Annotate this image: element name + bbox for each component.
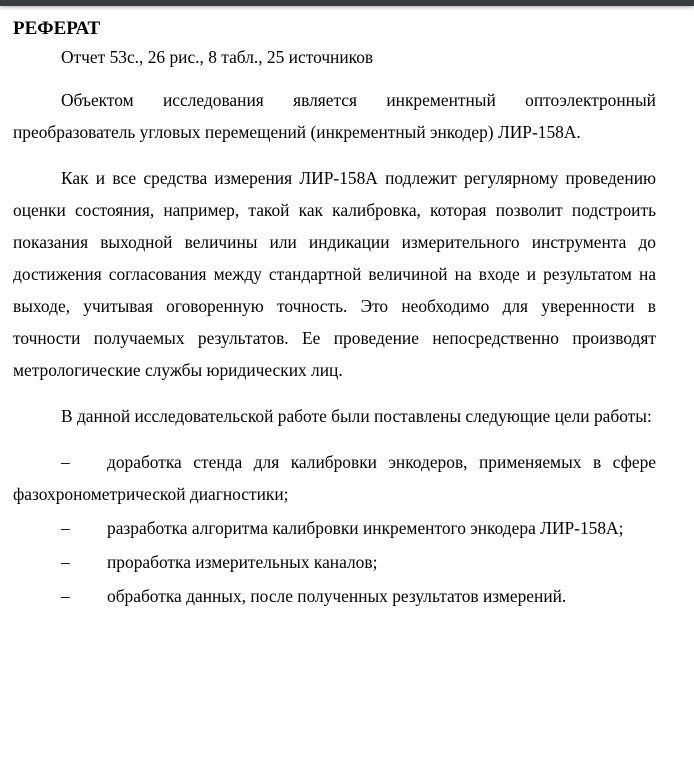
- list-marker: –: [61, 552, 70, 572]
- list-item: – доработка стенда для калибровки энкодеров, применяемых в сфере фазохронометрической диагностики;: [13, 446, 656, 510]
- list-marker: –: [61, 518, 70, 538]
- paragraph-goals-intro: В данной исследовательской работе были поставлены следующие цели работы:: [61, 406, 652, 426]
- page-title: РЕФЕРАТ: [13, 18, 101, 39]
- report-summary: Отчет 53с., 26 рис., 8 табл., 25 источников: [61, 47, 374, 67]
- paragraph-object: Объектом исследования является инкрементный оптоэлектронный преобразователь угловых перемещений (инкрементный энкодер) ЛИР-158А.: [13, 90, 656, 142]
- list-marker: –: [61, 586, 70, 606]
- paragraph-calibration: Как и все средства измерения ЛИР-158А подлежит регулярному проведению оценки состояния, например, такой как калибровка, которая позволит подстроить показания выходной величины или индикации измерительного инструмента до достижения согласования между стандартной величиной на входе и результатом на выходе, учитывая оговоренную точность. Это необходимо для уверенности в точности получаемых результатов. Ее проведение непосредственно производят метрологические службы юридических лиц.: [13, 168, 656, 380]
- list-item: – разработка алгоритма калибровки инкрементого энкодера ЛИР-158А;: [13, 512, 656, 544]
- document-page: [13, 14, 656, 612]
- list-item: – обработка данных, после полученных результатов измерений.: [13, 580, 656, 612]
- list-marker: –: [61, 452, 70, 472]
- list-item: – проработка измерительных каналов;: [13, 546, 656, 578]
- viewer-top-bar: [0, 0, 694, 6]
